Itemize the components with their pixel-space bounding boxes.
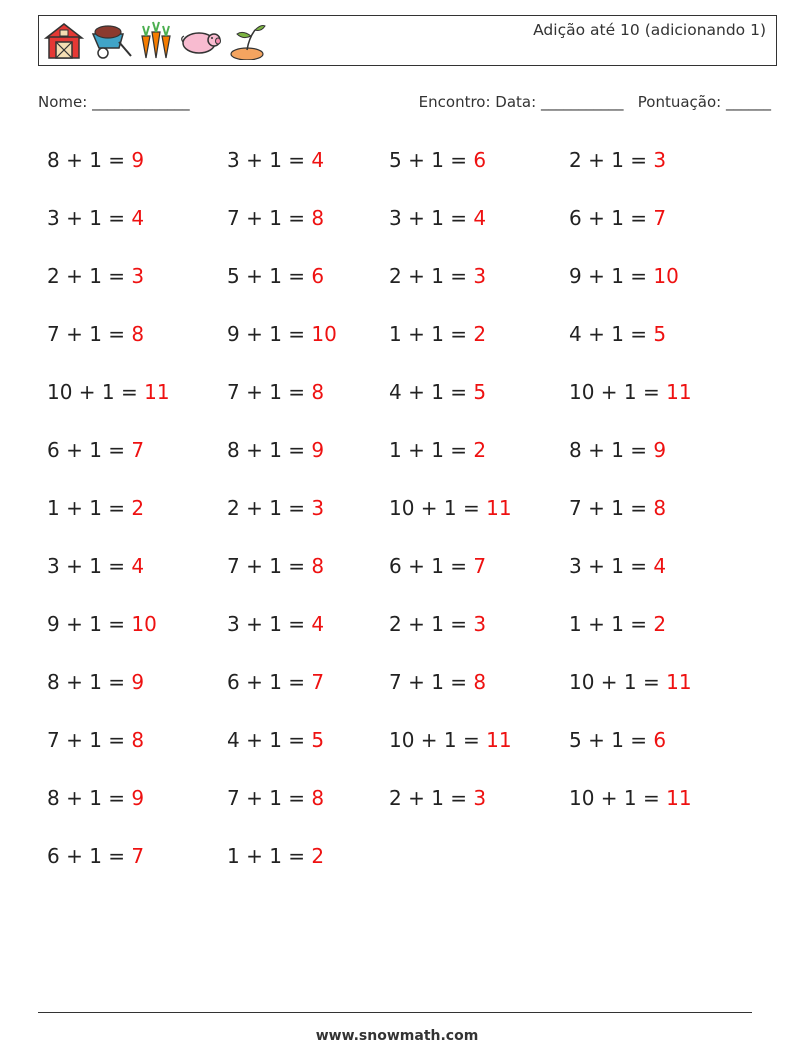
problem-item <box>227 786 324 810</box>
problem-question: 2 + 1 = <box>389 264 474 288</box>
problem-question: 4 + 1 = <box>227 728 312 752</box>
problem-answer: 4 <box>311 612 325 636</box>
problem-question: 2 + 1 = <box>389 786 474 810</box>
problem-answer: 4 <box>311 148 325 172</box>
problem-question: 7 + 1 = <box>227 786 312 810</box>
problem-item <box>227 670 324 694</box>
problem-answer: 2 <box>311 844 325 868</box>
problem-question: 1 + 1 = <box>569 612 654 636</box>
problem-question: 1 + 1 = <box>227 844 312 868</box>
problem-answer: 7 <box>473 554 487 578</box>
problem-question: 9 + 1 = <box>569 264 654 288</box>
worksheet-title: Adição até 10 (adicionando 1) <box>533 21 766 39</box>
problem-item <box>569 380 692 404</box>
problem-answer: 8 <box>473 670 487 694</box>
problem-answer: 8 <box>131 728 145 752</box>
problem-question: 2 + 1 = <box>389 612 474 636</box>
problem-answer: 11 <box>144 380 170 404</box>
problem-answer: 9 <box>131 148 145 172</box>
problem-answer: 7 <box>131 844 145 868</box>
info-bar <box>38 93 771 117</box>
problem-answer: 11 <box>486 728 512 752</box>
problem-question: 2 + 1 = <box>47 264 132 288</box>
problem-item <box>569 612 666 636</box>
problem-question: 2 + 1 = <box>569 148 654 172</box>
problem-answer: 10 <box>131 612 157 636</box>
name-field[interactable] <box>38 93 190 111</box>
problem-answer: 6 <box>653 728 667 752</box>
problem-question: 4 + 1 = <box>569 322 654 346</box>
problem-question: 3 + 1 = <box>227 148 312 172</box>
problem-item <box>389 554 486 578</box>
problem-item <box>47 496 144 520</box>
problem-item <box>389 264 486 288</box>
problem-question: 9 + 1 = <box>47 612 132 636</box>
problem-answer: 10 <box>653 264 679 288</box>
problem-question: 8 + 1 = <box>569 438 654 462</box>
problem-item <box>227 496 324 520</box>
problem-answer: 2 <box>653 612 667 636</box>
problem-answer: 5 <box>311 728 325 752</box>
problem-item <box>389 612 486 636</box>
problem-item <box>389 786 486 810</box>
problem-question: 7 + 1 = <box>227 554 312 578</box>
score-blank[interactable]: ______ <box>726 93 771 111</box>
problem-answer: 4 <box>473 206 487 230</box>
problem-item <box>47 322 144 346</box>
problem-question: 10 + 1 = <box>47 380 145 404</box>
problem-question: 4 + 1 = <box>389 380 474 404</box>
problem-question: 1 + 1 = <box>389 438 474 462</box>
problem-question: 5 + 1 = <box>227 264 312 288</box>
problem-item <box>47 670 144 694</box>
problem-answer: 11 <box>486 496 512 520</box>
problem-answer: 9 <box>653 438 667 462</box>
name-blank: _____________ <box>92 93 190 111</box>
problem-answer: 8 <box>653 496 667 520</box>
problem-item <box>47 786 144 810</box>
problem-answer: 8 <box>311 206 325 230</box>
problem-answer: 8 <box>311 380 325 404</box>
problem-question: 3 + 1 = <box>389 206 474 230</box>
footer-url: www.snowmath.com <box>315 1028 479 1044</box>
problem-item <box>389 728 512 752</box>
problem-question: 3 + 1 = <box>47 206 132 230</box>
problem-question: 8 + 1 = <box>47 148 132 172</box>
problem-question: 10 + 1 = <box>569 786 667 810</box>
problem-item <box>227 844 324 868</box>
problem-item <box>389 496 512 520</box>
problem-item <box>227 264 324 288</box>
problem-question: 7 + 1 = <box>47 322 132 346</box>
problem-item <box>569 728 666 752</box>
problem-item <box>389 670 486 694</box>
problem-answer: 4 <box>653 554 667 578</box>
problem-question: 2 + 1 = <box>227 496 312 520</box>
problem-answer: 3 <box>131 264 145 288</box>
problem-answer: 11 <box>666 670 692 694</box>
problem-item <box>569 554 666 578</box>
problem-question: 10 + 1 = <box>569 380 667 404</box>
problem-answer: 7 <box>653 206 667 230</box>
problem-question: 6 + 1 = <box>47 438 132 462</box>
problem-question: 5 + 1 = <box>389 148 474 172</box>
name-label: Nome: <box>38 93 88 111</box>
problem-item <box>389 206 486 230</box>
problem-answer: 3 <box>311 496 325 520</box>
problem-item <box>227 612 324 636</box>
problem-item <box>569 670 692 694</box>
problem-item <box>227 322 337 346</box>
problem-item <box>47 148 144 172</box>
problem-question: 10 + 1 = <box>389 728 487 752</box>
problem-item <box>47 438 144 462</box>
problem-item <box>389 322 486 346</box>
problem-answer: 4 <box>131 554 145 578</box>
problem-answer: 3 <box>653 148 667 172</box>
problem-answer: 8 <box>131 322 145 346</box>
problem-question: 6 + 1 = <box>569 206 654 230</box>
problem-question: 7 + 1 = <box>569 496 654 520</box>
problem-item <box>569 148 666 172</box>
problem-question: 1 + 1 = <box>389 322 474 346</box>
problem-question: 6 + 1 = <box>227 670 312 694</box>
problem-item <box>227 148 324 172</box>
problem-question: 7 + 1 = <box>227 206 312 230</box>
problem-item <box>47 728 144 752</box>
problem-answer: 10 <box>311 322 337 346</box>
problem-answer: 11 <box>666 786 692 810</box>
problem-item <box>227 206 324 230</box>
pig-icon <box>179 20 223 60</box>
problem-item <box>227 728 324 752</box>
problem-question: 7 + 1 = <box>389 670 474 694</box>
problem-item <box>47 612 157 636</box>
problem-item <box>227 554 324 578</box>
meeting-score-fields <box>419 93 771 111</box>
problem-item <box>569 438 666 462</box>
problem-item <box>569 206 666 230</box>
problem-question: 3 + 1 = <box>569 554 654 578</box>
problem-item <box>389 148 486 172</box>
date-blank[interactable]: ___________ <box>540 93 624 111</box>
problem-item <box>47 380 170 404</box>
problem-answer: 6 <box>473 148 487 172</box>
problem-answer: 7 <box>131 438 145 462</box>
problem-question: 8 + 1 = <box>227 438 312 462</box>
problem-answer: 3 <box>473 612 487 636</box>
problem-item <box>47 206 144 230</box>
problem-item <box>47 554 144 578</box>
problem-answer: 2 <box>473 438 487 462</box>
problem-question: 9 + 1 = <box>227 322 312 346</box>
problem-answer: 6 <box>311 264 325 288</box>
sprout-icon <box>227 20 267 60</box>
score-label: Pontuação: <box>637 93 722 111</box>
problem-item <box>389 380 486 404</box>
problem-item <box>47 264 144 288</box>
problem-item <box>389 438 486 462</box>
problem-answer: 9 <box>131 786 145 810</box>
wheelbarrow-icon <box>89 20 133 60</box>
problem-item <box>569 264 679 288</box>
barn-icon <box>43 20 85 60</box>
problem-question: 3 + 1 = <box>47 554 132 578</box>
problem-answer: 9 <box>131 670 145 694</box>
problem-answer: 8 <box>311 786 325 810</box>
header-icons <box>43 20 267 60</box>
carrots-icon <box>137 20 175 60</box>
problem-question: 10 + 1 = <box>569 670 667 694</box>
meeting-label: Encontro: Data: <box>418 93 537 111</box>
problem-question: 6 + 1 = <box>389 554 474 578</box>
problem-answer: 7 <box>311 670 325 694</box>
problem-answer: 4 <box>131 206 145 230</box>
problem-answer: 3 <box>473 264 487 288</box>
problem-answer: 3 <box>473 786 487 810</box>
problem-question: 1 + 1 = <box>47 496 132 520</box>
problem-item <box>569 496 666 520</box>
problem-question: 7 + 1 = <box>227 380 312 404</box>
problem-question: 5 + 1 = <box>569 728 654 752</box>
problem-question: 8 + 1 = <box>47 786 132 810</box>
problem-item <box>227 438 324 462</box>
problem-item <box>569 786 692 810</box>
problem-question: 6 + 1 = <box>47 844 132 868</box>
problem-answer: 8 <box>311 554 325 578</box>
problem-answer: 2 <box>473 322 487 346</box>
problem-item <box>227 380 324 404</box>
problem-question: 7 + 1 = <box>47 728 132 752</box>
footer-divider <box>38 1012 752 1013</box>
problem-item <box>569 322 666 346</box>
problem-item <box>47 844 144 868</box>
problem-question: 8 + 1 = <box>47 670 132 694</box>
problem-answer: 11 <box>666 380 692 404</box>
problem-answer: 5 <box>473 380 487 404</box>
problem-question: 3 + 1 = <box>227 612 312 636</box>
problem-answer: 9 <box>311 438 325 462</box>
header-box <box>38 15 777 66</box>
problem-answer: 5 <box>653 322 667 346</box>
problem-answer: 2 <box>131 496 145 520</box>
problem-question: 10 + 1 = <box>389 496 487 520</box>
